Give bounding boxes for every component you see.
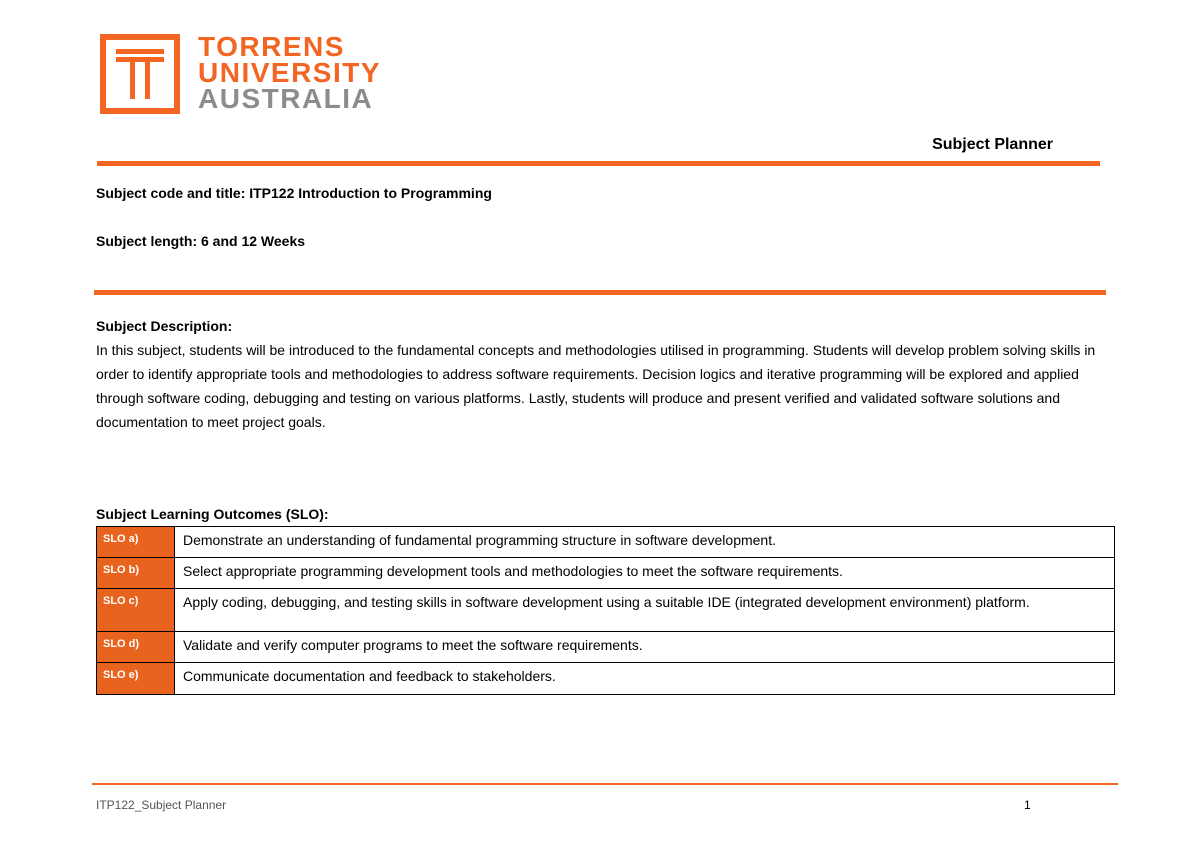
table-row: [97, 663, 1115, 695]
header-divider: [97, 161, 1100, 166]
table-row: [97, 558, 1115, 589]
description-body: In this subject, students will be introduced to the fundamental concepts and methodologies utilised in programming. Students will develop problem solving skills in order to identify appropriate tools and methodologies to address software requirements. Decision logics and iterative programming will be explored and applied through software coding, debugging and testing on various platforms. Lastly, students will produce and present verified and validated software solutions and documentation to meet project goals.: [96, 342, 1096, 430]
page-number: 1: [1024, 798, 1031, 812]
slo-text-cell: Validate and verify computer programs to meet the software requirements.: [175, 632, 1115, 663]
logo-line-1: TORRENS: [198, 31, 345, 62]
table-row: [97, 632, 1115, 663]
logo-wordmark: [198, 31, 382, 114]
slo-id-cell: SLO a): [97, 527, 175, 558]
subject-code-title: Subject code and title: ITP122 Introduction to Programming: [96, 185, 492, 201]
slo-table: [96, 526, 1115, 695]
description-heading: Subject Description:: [96, 318, 233, 334]
university-logo: [100, 31, 382, 118]
slo-text-cell: Select appropriate programming development tools and methodologies to meet the software requirements.: [175, 558, 1115, 589]
section-divider: [94, 290, 1106, 295]
slo-text-cell: Communicate documentation and feedback to stakeholders.: [175, 663, 1115, 695]
logo-line-2: UNIVERSITY: [198, 57, 382, 88]
logo-line-3: AUSTRALIA: [198, 83, 374, 114]
slo-id-cell: SLO e): [97, 663, 175, 695]
subject-description: [96, 314, 1096, 434]
slo-text-cell: Demonstrate an understanding of fundamental programming structure in software development.: [175, 527, 1115, 558]
torrens-logo-icon: [100, 34, 180, 114]
footer-divider: [92, 783, 1118, 785]
table-row: [97, 589, 1115, 632]
subject-length: Subject length: 6 and 12 Weeks: [96, 233, 306, 249]
slo-id-cell: SLO b): [97, 558, 175, 589]
slo-text-cell: Apply coding, debugging, and testing skills in software development using a suitable IDE (integrated development environment) platform.: [175, 589, 1115, 632]
document-type-title: Subject Planner: [932, 136, 1053, 153]
slo-id-cell: SLO c): [97, 589, 175, 632]
table-row: [97, 527, 1115, 558]
footer-document-title: ITP122_Subject Planner: [96, 798, 227, 812]
slo-id-cell: SLO d): [97, 632, 175, 663]
slo-heading: Subject Learning Outcomes (SLO):: [96, 506, 329, 522]
